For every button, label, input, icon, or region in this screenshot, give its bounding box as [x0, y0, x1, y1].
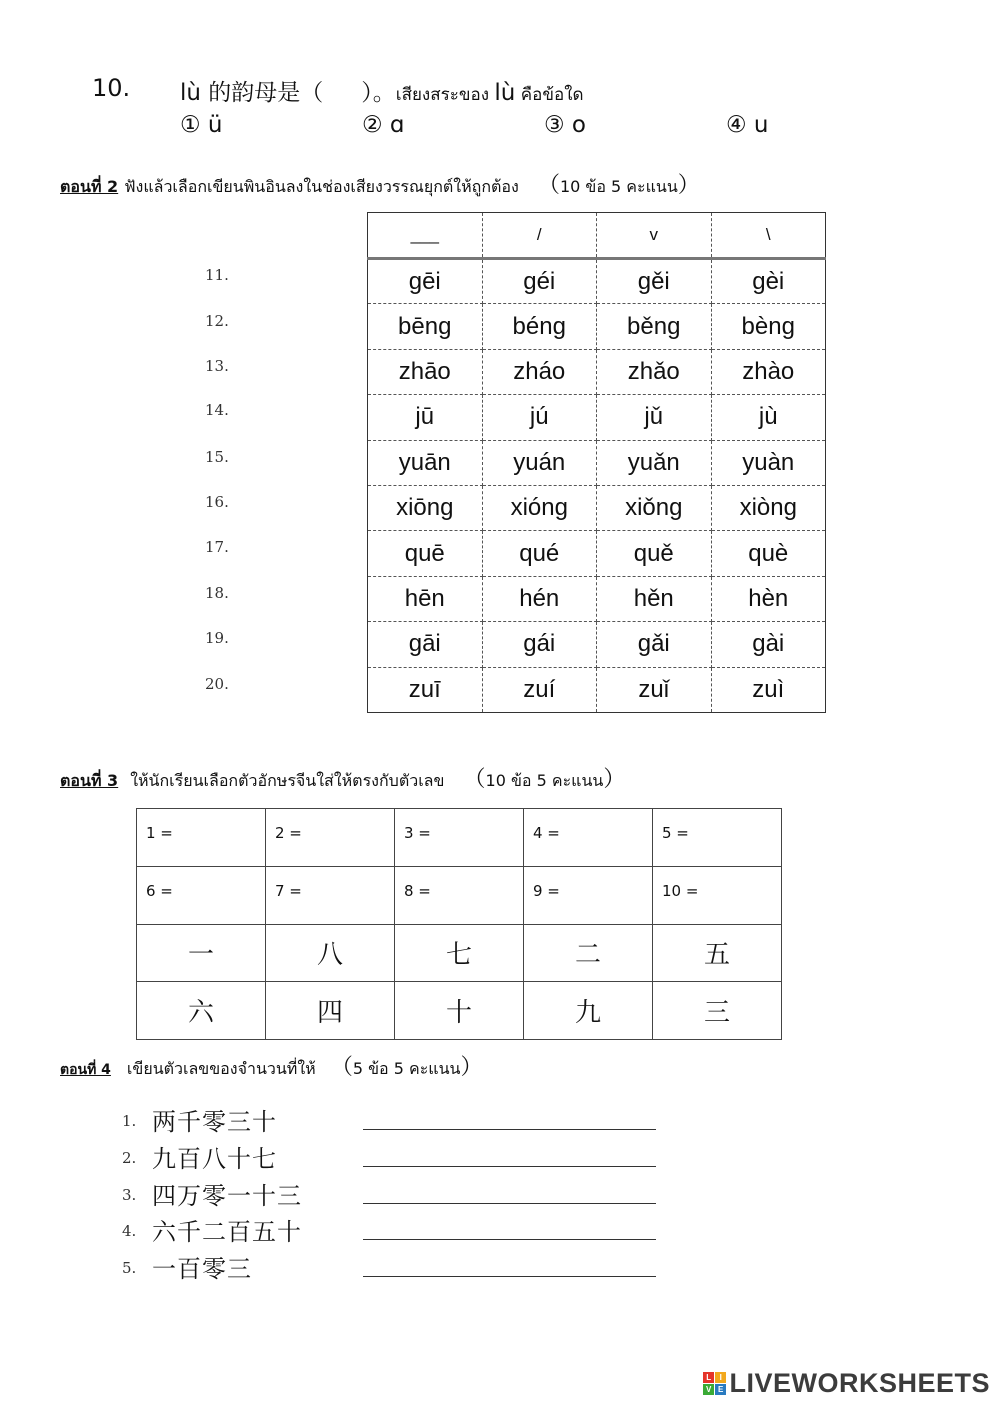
liveworksheets-logo: [703, 1368, 990, 1399]
question-10-close: ）。: [361, 80, 396, 106]
pinyin-cell[interactable]: gēi: [368, 259, 483, 304]
pinyin-cell[interactable]: yuàn: [711, 440, 826, 485]
question-10-prompt: [180, 74, 584, 108]
pinyin-cell[interactable]: zhǎo: [597, 349, 712, 394]
table-row: [137, 809, 782, 867]
table-row: [137, 924, 782, 982]
answer-slot[interactable]: 5 =: [653, 809, 782, 867]
table-row: [137, 982, 782, 1040]
answer-slot[interactable]: 4 =: [524, 809, 653, 867]
table-row: [368, 440, 826, 485]
chinese-character[interactable]: 十: [395, 982, 524, 1040]
part3-instruction: ให้นักเรียนเลือกตัวอักษรจีนใส่ให้ตรงกับตัวเลข: [130, 771, 445, 790]
answer-line[interactable]: [363, 1129, 656, 1130]
chinese-number-text: 九百八十七: [152, 1145, 277, 1173]
pinyin-cell[interactable]: běng: [597, 304, 712, 349]
pinyin-cell[interactable]: gěi: [597, 259, 712, 304]
pinyin-cell[interactable]: zuí: [482, 667, 597, 712]
answer-line[interactable]: [363, 1166, 656, 1167]
table-row: [368, 622, 826, 667]
pinyin-cell[interactable]: jù: [711, 395, 826, 440]
chinese-number-text: 四万零一十三: [152, 1182, 302, 1210]
chinese-character[interactable]: 二: [524, 924, 653, 982]
tone-header-1: ___: [368, 213, 483, 259]
pinyin-cell[interactable]: yuān: [368, 440, 483, 485]
part3-score: 10 ข้อ 5 คะแนน: [485, 771, 604, 790]
pinyin-cell[interactable]: zhāo: [368, 349, 483, 394]
question-10-thai-end: คือข้อใด: [515, 85, 584, 105]
answer-slot[interactable]: 7 =: [266, 866, 395, 924]
table-row: [368, 485, 826, 530]
part4-paren-open: （: [330, 1055, 353, 1080]
question-10-chinese: lù 的韵母是（: [180, 80, 324, 106]
answer-slot[interactable]: 8 =: [395, 866, 524, 924]
chinese-character[interactable]: 五: [653, 924, 782, 982]
table-row: [368, 576, 826, 621]
question-10-word: lù: [494, 80, 516, 106]
item-number: 4.: [122, 1222, 137, 1240]
pinyin-cell[interactable]: gài: [711, 622, 826, 667]
logo-mark-icon: [703, 1372, 726, 1395]
pinyin-cell[interactable]: gāi: [368, 622, 483, 667]
row-number: 18.: [205, 584, 229, 602]
part4-score: 5 ข้อ 5 คะแนน: [352, 1059, 461, 1078]
pinyin-cell[interactable]: xiòng: [711, 485, 826, 530]
pinyin-cell[interactable]: jū: [368, 395, 483, 440]
pinyin-cell[interactable]: hēn: [368, 576, 483, 621]
part2-paren-open: （: [537, 173, 560, 198]
chinese-character[interactable]: 六: [137, 982, 266, 1040]
pinyin-cell[interactable]: bèng: [711, 304, 826, 349]
tone-header-row: [368, 213, 826, 259]
pinyin-cell[interactable]: gái: [482, 622, 597, 667]
answer-slot[interactable]: 6 =: [137, 866, 266, 924]
pinyin-cell[interactable]: què: [711, 531, 826, 576]
pinyin-cell[interactable]: gǎi: [597, 622, 712, 667]
part3-paren-open: （: [463, 767, 486, 792]
chinese-character[interactable]: 一: [137, 924, 266, 982]
row-number: 12.: [205, 312, 229, 330]
pinyin-cell[interactable]: yuǎn: [597, 440, 712, 485]
chinese-number-text: 一百零三: [152, 1255, 252, 1283]
row-number: 13.: [205, 357, 229, 375]
answer-slot[interactable]: 10 =: [653, 866, 782, 924]
table-row: [368, 259, 826, 304]
answer-line[interactable]: [363, 1203, 656, 1204]
table-row: [137, 866, 782, 924]
pinyin-cell[interactable]: zuì: [711, 667, 826, 712]
part2-label: ตอนที่ 2: [60, 177, 119, 196]
pinyin-cell[interactable]: zháo: [482, 349, 597, 394]
logo-mark-letter: E: [715, 1384, 726, 1395]
row-number: 11.: [205, 266, 229, 284]
table-row: [368, 304, 826, 349]
part3-paren-close: ）: [603, 767, 626, 792]
part4-label: ตอนที่ 4: [60, 1062, 111, 1078]
pinyin-cell[interactable]: yuán: [482, 440, 597, 485]
answer-line[interactable]: [363, 1239, 656, 1240]
pinyin-cell[interactable]: béng: [482, 304, 597, 349]
table-row: [368, 349, 826, 394]
row-number: 20.: [205, 675, 229, 693]
chinese-number-text: 两千零三十: [152, 1108, 277, 1136]
row-number: 15.: [205, 448, 229, 466]
answer-slot[interactable]: 3 =: [395, 809, 524, 867]
table-row: [368, 395, 826, 440]
logo-mark-letter: I: [715, 1372, 726, 1383]
answer-line[interactable]: [363, 1276, 656, 1277]
pinyin-cell[interactable]: hèn: [711, 576, 826, 621]
tone-header-3: v: [597, 213, 712, 259]
part2-score: 10 ข้อ 5 คะแนน: [559, 177, 678, 196]
pinyin-cell[interactable]: zuī: [368, 667, 483, 712]
chinese-character[interactable]: 七: [395, 924, 524, 982]
chinese-character[interactable]: 九: [524, 982, 653, 1040]
chinese-character[interactable]: 三: [653, 982, 782, 1040]
pinyin-cell[interactable]: xióng: [482, 485, 597, 530]
part2-header: [60, 168, 700, 200]
pinyin-cell[interactable]: jú: [482, 395, 597, 440]
option-4[interactable]: ④ u: [726, 112, 769, 138]
part2-paren-close: ）: [677, 173, 700, 198]
pinyin-cell[interactable]: quē: [368, 531, 483, 576]
pinyin-cell[interactable]: hěn: [597, 576, 712, 621]
answer-slot[interactable]: 1 =: [137, 809, 266, 867]
pinyin-cell[interactable]: jǔ: [597, 395, 712, 440]
answer-slot[interactable]: 2 =: [266, 809, 395, 867]
part4-header: [60, 1050, 483, 1082]
pinyin-cell[interactable]: quě: [597, 531, 712, 576]
chinese-number-text: 六千二百五十: [152, 1218, 302, 1246]
part4-instruction: เขียนตัวเลขของจำนวนที่ให้: [126, 1059, 316, 1078]
logo-mark-letter: V: [703, 1384, 714, 1395]
item-number: 5.: [122, 1259, 137, 1277]
pinyin-cell[interactable]: hén: [482, 576, 597, 621]
row-number: 19.: [205, 629, 229, 647]
pinyin-cell[interactable]: zuǐ: [597, 667, 712, 712]
row-number: 17.: [205, 538, 229, 556]
answer-slot[interactable]: 9 =: [524, 866, 653, 924]
option-2[interactable]: ② ɑ: [362, 112, 405, 138]
question-10-number: 10.: [92, 74, 131, 102]
pinyin-cell[interactable]: zhào: [711, 349, 826, 394]
number-matching-table: [136, 808, 782, 1040]
pinyin-cell[interactable]: gèi: [711, 259, 826, 304]
chinese-character[interactable]: 四: [266, 982, 395, 1040]
pinyin-cell[interactable]: xiǒng: [597, 485, 712, 530]
chinese-character[interactable]: 八: [266, 924, 395, 982]
part3-header: [60, 762, 625, 794]
pinyin-cell[interactable]: géi: [482, 259, 597, 304]
pinyin-cell[interactable]: qué: [482, 531, 597, 576]
pinyin-cell[interactable]: xiōng: [368, 485, 483, 530]
option-1[interactable]: ① ü: [180, 112, 223, 138]
table-row: [368, 531, 826, 576]
tone-header-4: \: [711, 213, 826, 259]
tone-header-2: /: [482, 213, 597, 259]
question-10-thai: เสียงสระของ: [395, 85, 495, 105]
table-row: [368, 667, 826, 712]
logo-mark-letter: L: [703, 1372, 714, 1383]
part4-paren-close: ）: [460, 1055, 483, 1080]
row-number: 14.: [205, 401, 229, 419]
item-number: 3.: [122, 1186, 137, 1204]
pinyin-cell[interactable]: bēng: [368, 304, 483, 349]
item-number: 2.: [122, 1149, 137, 1167]
option-3[interactable]: ③ o: [544, 112, 587, 138]
row-number: 16.: [205, 493, 229, 511]
item-number: 1.: [122, 1112, 137, 1130]
logo-text: LIVEWORKSHEETS: [729, 1368, 990, 1398]
part3-label: ตอนที่ 3: [60, 771, 119, 790]
part2-instruction: ฟังแล้วเลือกเขียนพินอินลงในช่องเสียงวรรณยุกต์ให้ถูกต้อง: [124, 177, 519, 196]
pinyin-tone-table: [367, 212, 826, 713]
